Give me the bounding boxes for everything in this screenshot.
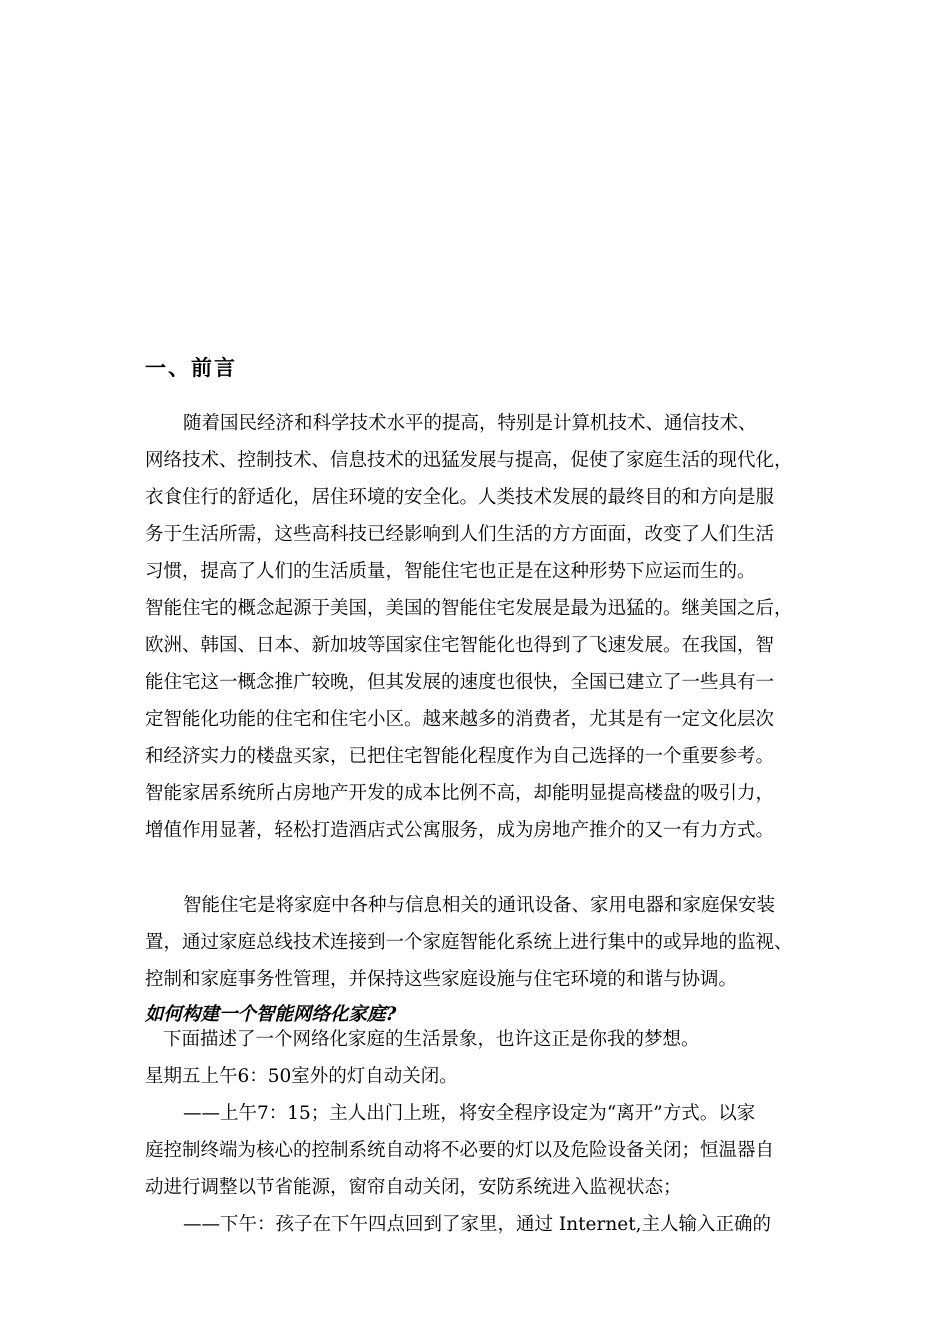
- paragraph-line: 动进行调整以节省能源，窗帘自动关闭，安防系统进入监视状态；: [145, 1177, 682, 1198]
- paragraph-line: 衣食住行的舒适化，居住环境的安全化。人类技术发展的最终目的和方向是服: [145, 487, 775, 508]
- paragraph-line: 智能住宅的概念起源于美国，美国的智能住宅发展是最为迅猛的。继美国之后，: [145, 598, 793, 619]
- schedule-line: 星期五上午6：50室外的灯自动关闭。: [145, 1066, 458, 1087]
- paragraph-line: 习惯，提高了人们的生活质量，智能住宅也正是在这种形势下应运而生的。: [145, 561, 756, 582]
- section-heading: 一、前言: [145, 355, 237, 380]
- subheading: 如何构建一个智能网络化家庭?: [145, 1004, 397, 1025]
- paragraph-line: 务于生活所需，这些高科技已经影响到人们生活的方方面面，改变了人们生活: [145, 524, 775, 545]
- paragraph-line: 智能住宅是将家庭中各种与信息相关的通讯设备、家用电器和家庭保安装: [183, 895, 776, 916]
- paragraph-line: 能住宅这一概念推广较晚，但其发展的速度也很快，全国已建立了一些具有一: [145, 672, 775, 693]
- paragraph-line: 随着国民经济和科学技术水平的提高，特别是计算机技术、通信技术、: [183, 413, 757, 434]
- paragraph-line: 增值作用显著，轻松打造酒店式公寓服务，成为房地产推介的又一有力方式。: [145, 820, 775, 841]
- paragraph-line: 网络技术、控制技术、信息技术的迅猛发展与提高，促使了家庭生活的现代化，: [145, 450, 793, 471]
- paragraph-line: 智能家居系统所占房地产开发的成本比例不高，却能明显提高楼盘的吸引力，: [145, 783, 775, 804]
- paragraph-line: ——上午7：15；主人出门上班，将安全程序设定为“离开”方式。以家: [183, 1103, 756, 1124]
- paragraph-line: 控制和家庭事务性管理，并保持这些家庭设施与住宅环境的和谐与协调。: [145, 969, 738, 990]
- paragraph-line: 欧洲、韩国、日本、新加坡等国家住宅智能化也得到了飞速发展。在我国，智: [145, 635, 775, 656]
- paragraph-line: 和经济实力的楼盘买家，已把住宅智能化程度作为自己选择的一个重要参考。: [145, 746, 775, 767]
- paragraph-line: 定智能化功能的住宅和住宅小区。越来越多的消费者，尤其是有一定文化层次: [145, 709, 775, 730]
- paragraph-line: 庭控制终端为核心的控制系统自动将不必要的灯以及危险设备关闭；恒温器自: [145, 1140, 775, 1161]
- intro-line: 下面描述了一个网络化家庭的生活景象，也许这正是你我的梦想。: [163, 1029, 700, 1050]
- paragraph-line: ——下午：孩子在下午四点回到了家里，通过 Internet,主人输入正确的: [183, 1214, 772, 1235]
- paragraph-line: 置，通过家庭总线技术连接到一个家庭智能化系统上进行集中的或异地的监视、: [145, 932, 793, 953]
